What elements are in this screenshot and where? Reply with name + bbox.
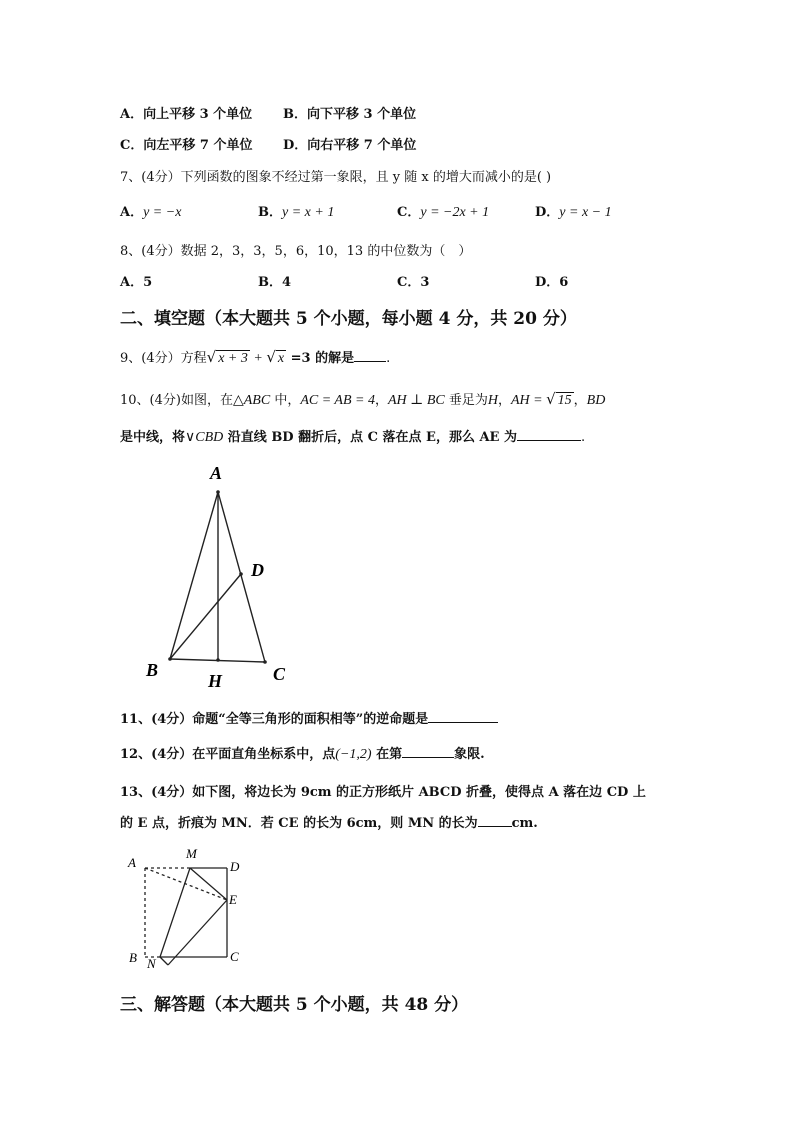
segment-ae-dashed	[145, 868, 227, 900]
label-c: C	[230, 949, 239, 964]
q7-option-b: B．y = x + 1	[258, 205, 335, 220]
q8-stem: 8、(4分）数据 2，3，3，5，6，10，13 的中位数为（ ）	[120, 244, 472, 259]
q8-option-b: B．4	[258, 275, 292, 290]
q7-option-c: C．y = −2x + 1	[397, 205, 490, 220]
section-2-title: 二、填空题（本大题共 5 个小题，每小题 4 分，共 20 分）	[120, 309, 577, 329]
segment-ab	[170, 492, 218, 659]
q6-option-d: D．向右平移 7 个单位	[283, 138, 417, 153]
q12-answer-blank	[402, 745, 454, 758]
folded-square-figure	[120, 840, 260, 975]
label-b: B	[129, 950, 137, 965]
q10-line-1: 10、(4分)如图，在△ABC 中，AC = AB = 4，AH ⊥ BC 垂足为H，AH = √ 15 ，BD	[120, 390, 606, 408]
q8-option-c: C．3	[397, 275, 430, 290]
q7-option-a: A．y = −x	[120, 205, 182, 220]
label-h: H	[208, 671, 223, 691]
label-m: M	[186, 846, 197, 861]
segment-me	[190, 868, 227, 900]
label-a: A	[128, 855, 136, 870]
label-n: N	[147, 956, 156, 971]
q6-option-b: B．向下平移 3 个单位	[283, 107, 417, 122]
triangle-abc-figure	[140, 455, 310, 695]
q11-line: 11、(4分）命题“全等三角形的面积相等”的逆命题是	[120, 708, 498, 727]
segment-bd	[170, 574, 241, 659]
q13-answer-blank	[478, 814, 512, 827]
label-e: E	[229, 892, 237, 907]
label-a: A	[210, 463, 223, 483]
label-c: C	[273, 664, 286, 684]
label-b: B	[146, 660, 159, 680]
q9-line: 9、(4分）方程√ x + 3 + √ x =3 的解是 .	[120, 348, 391, 366]
q7-stem: 7、(4分）下列函数的图象不经过第一象限，且 y 随 x 的增大而减小的是( )	[120, 170, 552, 185]
q10-line-2: 是中线，将∨CBD 沿直线 BD 翻折后，点 C 落在点 E，那么 AE 为 .	[120, 430, 586, 445]
q13-line-1: 13、(4分）如下图，将边长为 9cm 的正方形纸片 ABCD 折叠，使得点 A 落在边 CD 上	[120, 785, 646, 800]
label-d: D	[230, 859, 240, 874]
q11-answer-blank	[428, 710, 498, 723]
q9-answer-blank	[354, 349, 386, 362]
q6-option-c: C．向左平移 7 个单位	[120, 138, 253, 153]
q8-option-d: D．6	[535, 275, 569, 290]
q13-line-2: 的 E 点，折痕为 MN．若 CE 的长为 6cm，则 MN 的长为 cm.	[120, 816, 538, 831]
segment-e-bprime	[168, 900, 227, 965]
fold-mn	[160, 868, 190, 957]
segment-bprime-n	[160, 957, 168, 965]
q8-option-a: A．5	[120, 275, 153, 290]
q6-option-a: A．向上平移 3 个单位	[120, 107, 253, 122]
q10-answer-blank	[517, 428, 581, 441]
label-d: D	[251, 560, 264, 580]
q7-option-d: D．y = x − 1	[535, 205, 612, 220]
q12-line: 12、(4分）在平面直角坐标系中，点(−1,2) 在第 象限.	[120, 747, 485, 762]
section-3-title: 三、解答题（本大题共 5 个小题，共 48 分）	[120, 995, 469, 1015]
